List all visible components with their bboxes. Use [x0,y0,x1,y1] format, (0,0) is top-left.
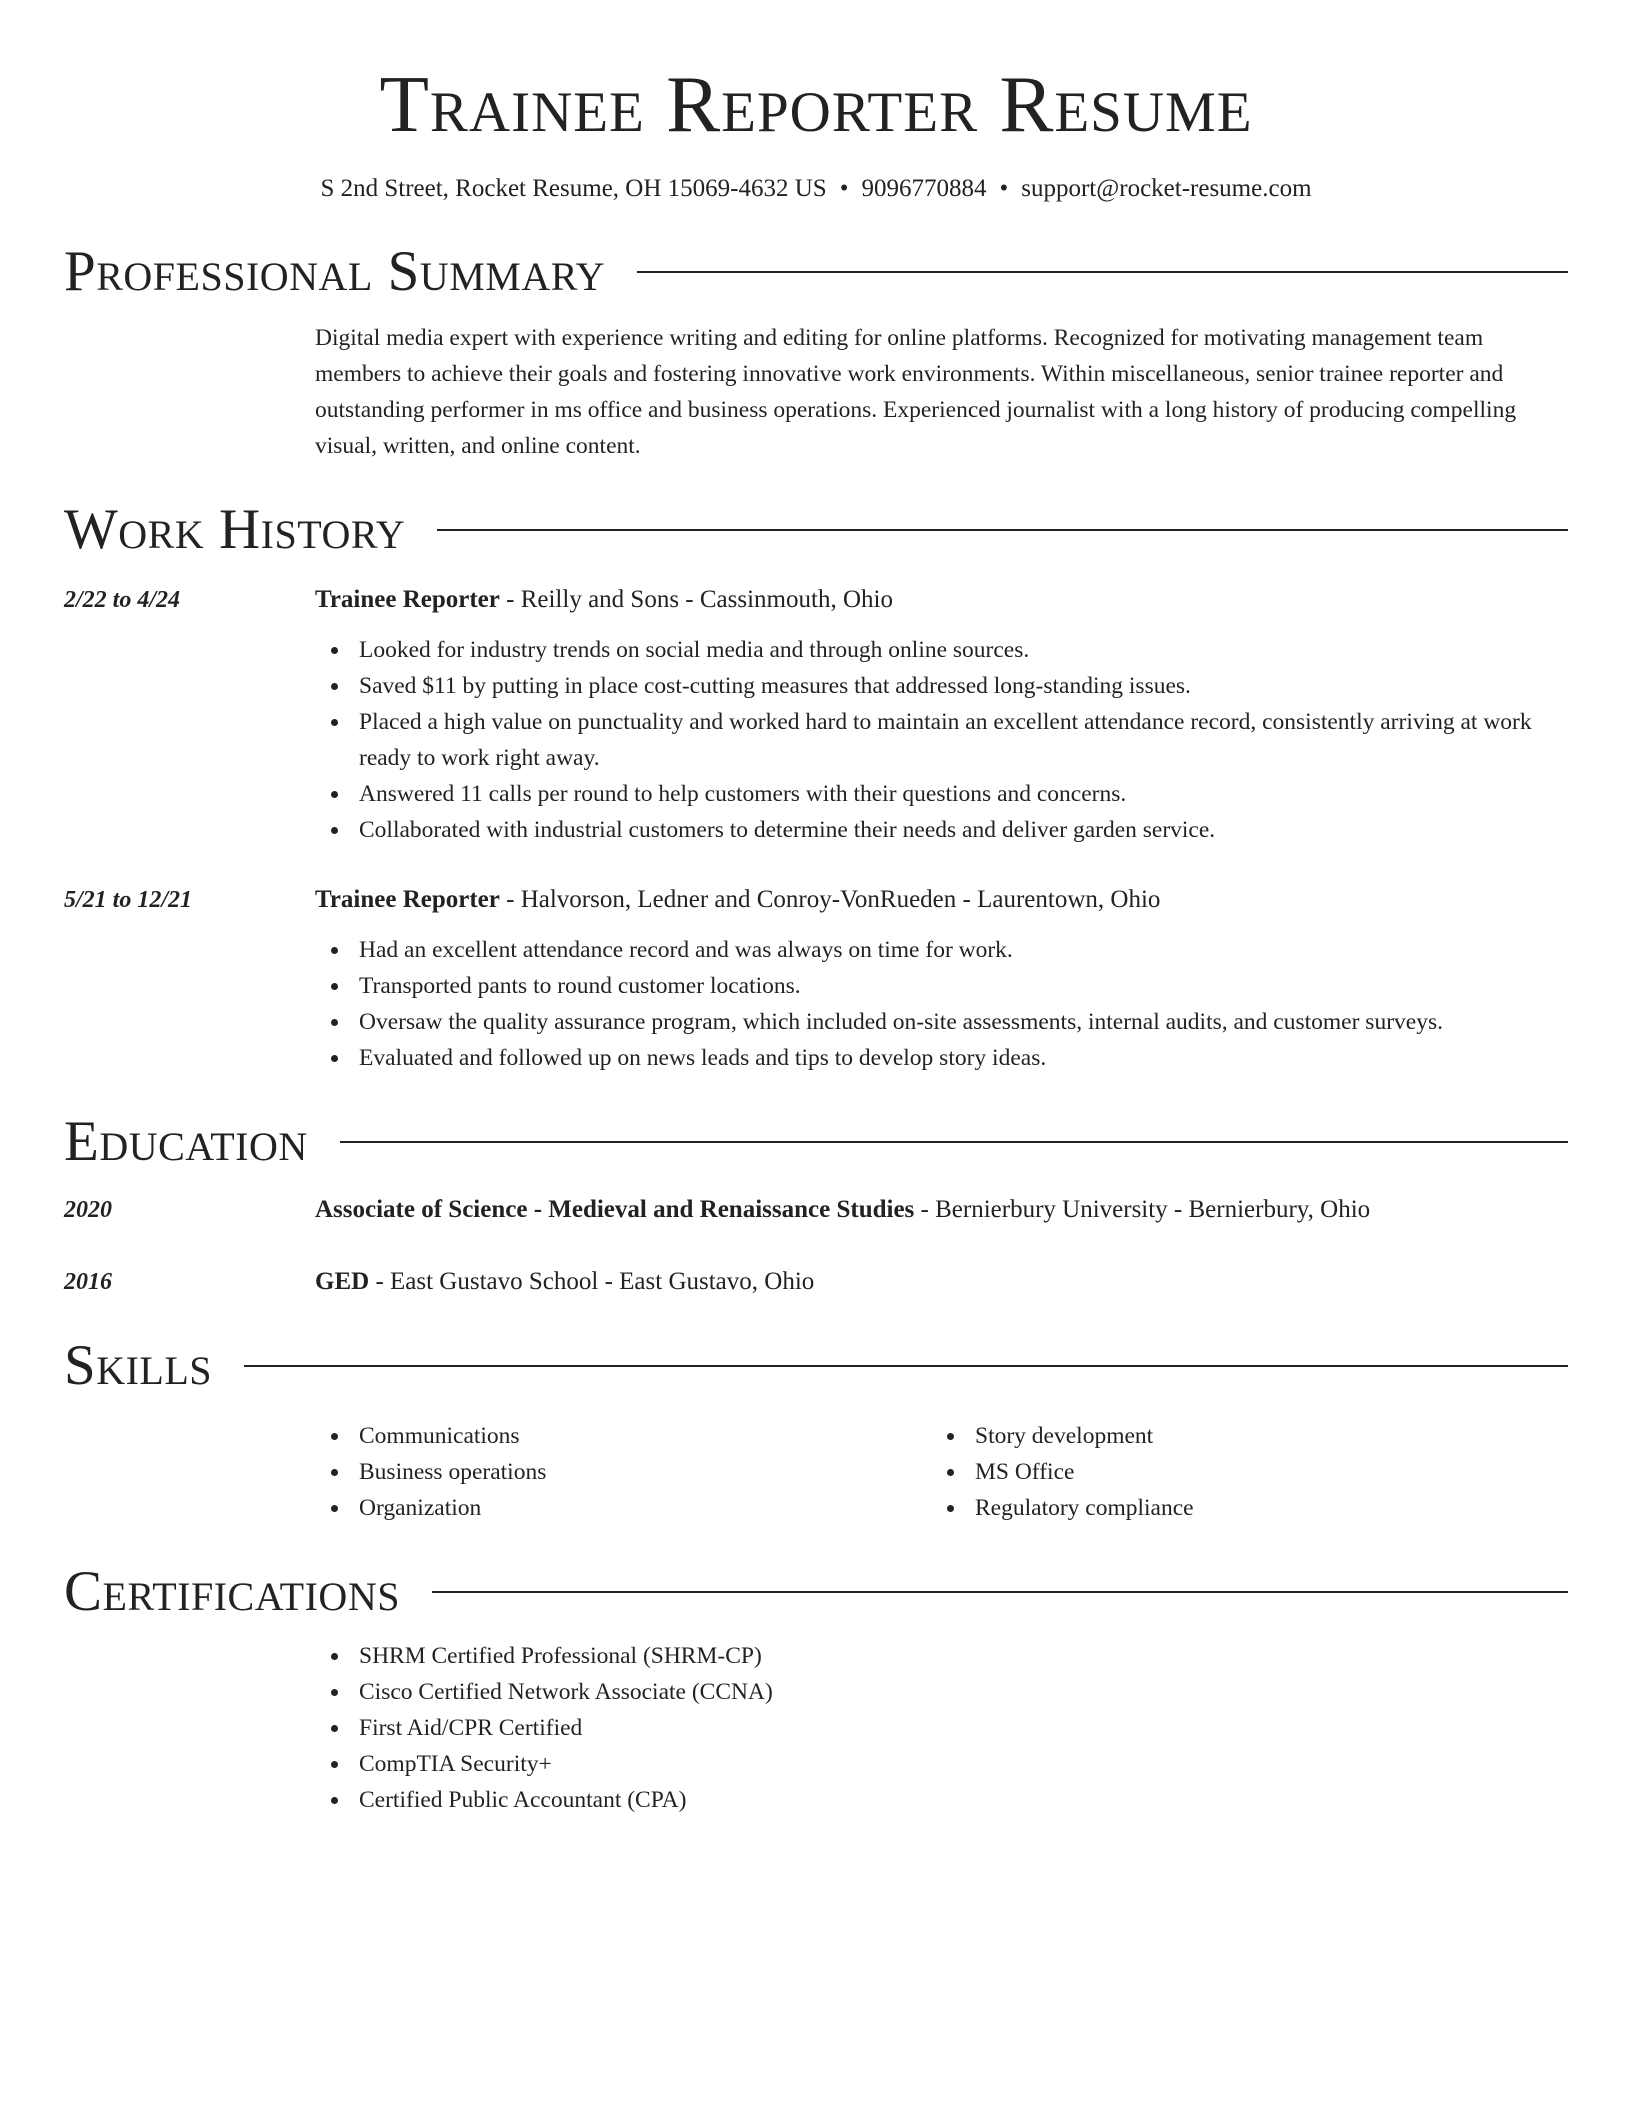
section-header-skills [64,1334,1568,1398]
job-bullets [315,932,1568,1076]
skill-item: Business operations [315,1454,931,1490]
certification-item: Certified Public Accountant (CPA) [315,1782,1568,1818]
education-entry [64,1192,1568,1228]
education-school: - East Gustavo School - East Gustavo, Ohio [369,1268,815,1295]
section-title-work-history: Work History [64,498,406,561]
job-dates: 2/22 to 4/24 [64,587,181,613]
contact-line [64,172,1568,206]
job-body [315,582,1568,848]
contact-address: S 2nd Street, Rocket Resume, OH 15069-4632 US [320,175,827,202]
job-body [315,882,1568,1076]
job-employer: - Halvorson, Ledner and Conroy-VonRueden - Laurentown, Ohio [499,886,1161,913]
job-entry [64,882,1568,1076]
education-entry [64,1264,1568,1300]
education-degree: GED [315,1268,370,1295]
section-divider [340,1141,1568,1143]
skills-grid [315,1418,1568,1526]
contact-phone: 9096770884 [861,175,987,202]
contact-email: support@rocket-resume.com [1021,175,1312,202]
certification-item: First Aid/CPR Certified [315,1710,1568,1746]
education-year: 2016 [64,1269,112,1295]
education-headline [315,1264,1568,1300]
job-dates: 5/21 to 12/21 [64,887,193,913]
section-title-certifications: Certifications [64,1560,400,1623]
section-header-work-history [64,498,1568,562]
job-header [64,582,1568,848]
section-divider [437,529,1568,531]
job-bullet: Transported pants to round customer locations. [315,968,1568,1004]
section-title-summary: Professional Summary [64,240,606,303]
section-header-education [64,1110,1568,1174]
section-title-skills: Skills [64,1334,213,1397]
job-entry [64,582,1568,848]
education-headline [315,1192,1568,1228]
skill-item: Story development [931,1418,1547,1454]
section-divider [432,1591,1568,1593]
job-bullet: Oversaw the quality assurance program, which included on-site assessments, internal audits, and customer surveys. [315,1004,1568,1040]
contact-separator: • [839,175,849,202]
job-bullets [315,632,1568,848]
job-bullet: Had an excellent attendance record and was always on time for work. [315,932,1568,968]
job-bullet: Saved $11 by putting in place cost-cutting measures that addressed long-standing issues. [315,668,1568,704]
education-degree: Associate of Science - Medieval and Renaissance Studies [315,1196,915,1223]
section-divider [244,1365,1568,1367]
section-divider [637,271,1568,273]
certification-item: CompTIA Security+ [315,1746,1568,1782]
job-bullet: Answered 11 calls per round to help customers with their questions and concerns. [315,776,1568,812]
section-header-summary [64,240,1568,304]
education-year: 2020 [64,1197,112,1223]
skill-item: Regulatory compliance [931,1490,1547,1526]
job-bullet: Placed a high value on punctuality and worked hard to maintain an excellent attendance record, consistently arriving at work ready to work right away. [315,704,1568,776]
certification-item: SHRM Certified Professional (SHRM-CP) [315,1638,1568,1674]
job-title: Trainee Reporter [315,586,500,613]
certifications-list [315,1638,1568,1818]
job-headline [315,882,1568,918]
job-bullet: Collaborated with industrial customers to determine their needs and deliver garden service. [315,812,1568,848]
skill-item: MS Office [931,1454,1547,1490]
job-headline [315,582,1568,618]
skills-column [315,1418,931,1526]
section-title-education: Education [64,1110,308,1173]
job-employer: - Reilly and Sons - Cassinmouth, Ohio [499,586,893,613]
section-header-certifications [64,1560,1568,1624]
job-bullet: Evaluated and followed up on news leads and tips to develop story ideas. [315,1040,1568,1076]
education-school: - Bernierbury University - Bernierbury, Ohio [914,1196,1371,1223]
skill-item: Organization [315,1490,931,1526]
page-title: Trainee Reporter Resume [379,59,1253,149]
job-title: Trainee Reporter [315,886,500,913]
skill-item: Communications [315,1418,931,1454]
contact-separator: • [999,175,1009,202]
skills-column [931,1418,1547,1526]
resume-page [64,0,1568,1818]
summary-text: Digital media expert with experience writing and editing for online platforms. Recognized for motivating management team members to achieve their goals and fostering innovative work environments. Within miscellaneous, senior trainee reporter and outstanding performer in ms office and business operations. Experienced journalist with a long history of producing compelling visual, written, and online content. [315,325,1517,459]
job-bullet: Looked for industry trends on social media and through online sources. [315,632,1568,668]
job-header [64,882,1568,1076]
certification-item: Cisco Certified Network Associate (CCNA) [315,1674,1568,1710]
